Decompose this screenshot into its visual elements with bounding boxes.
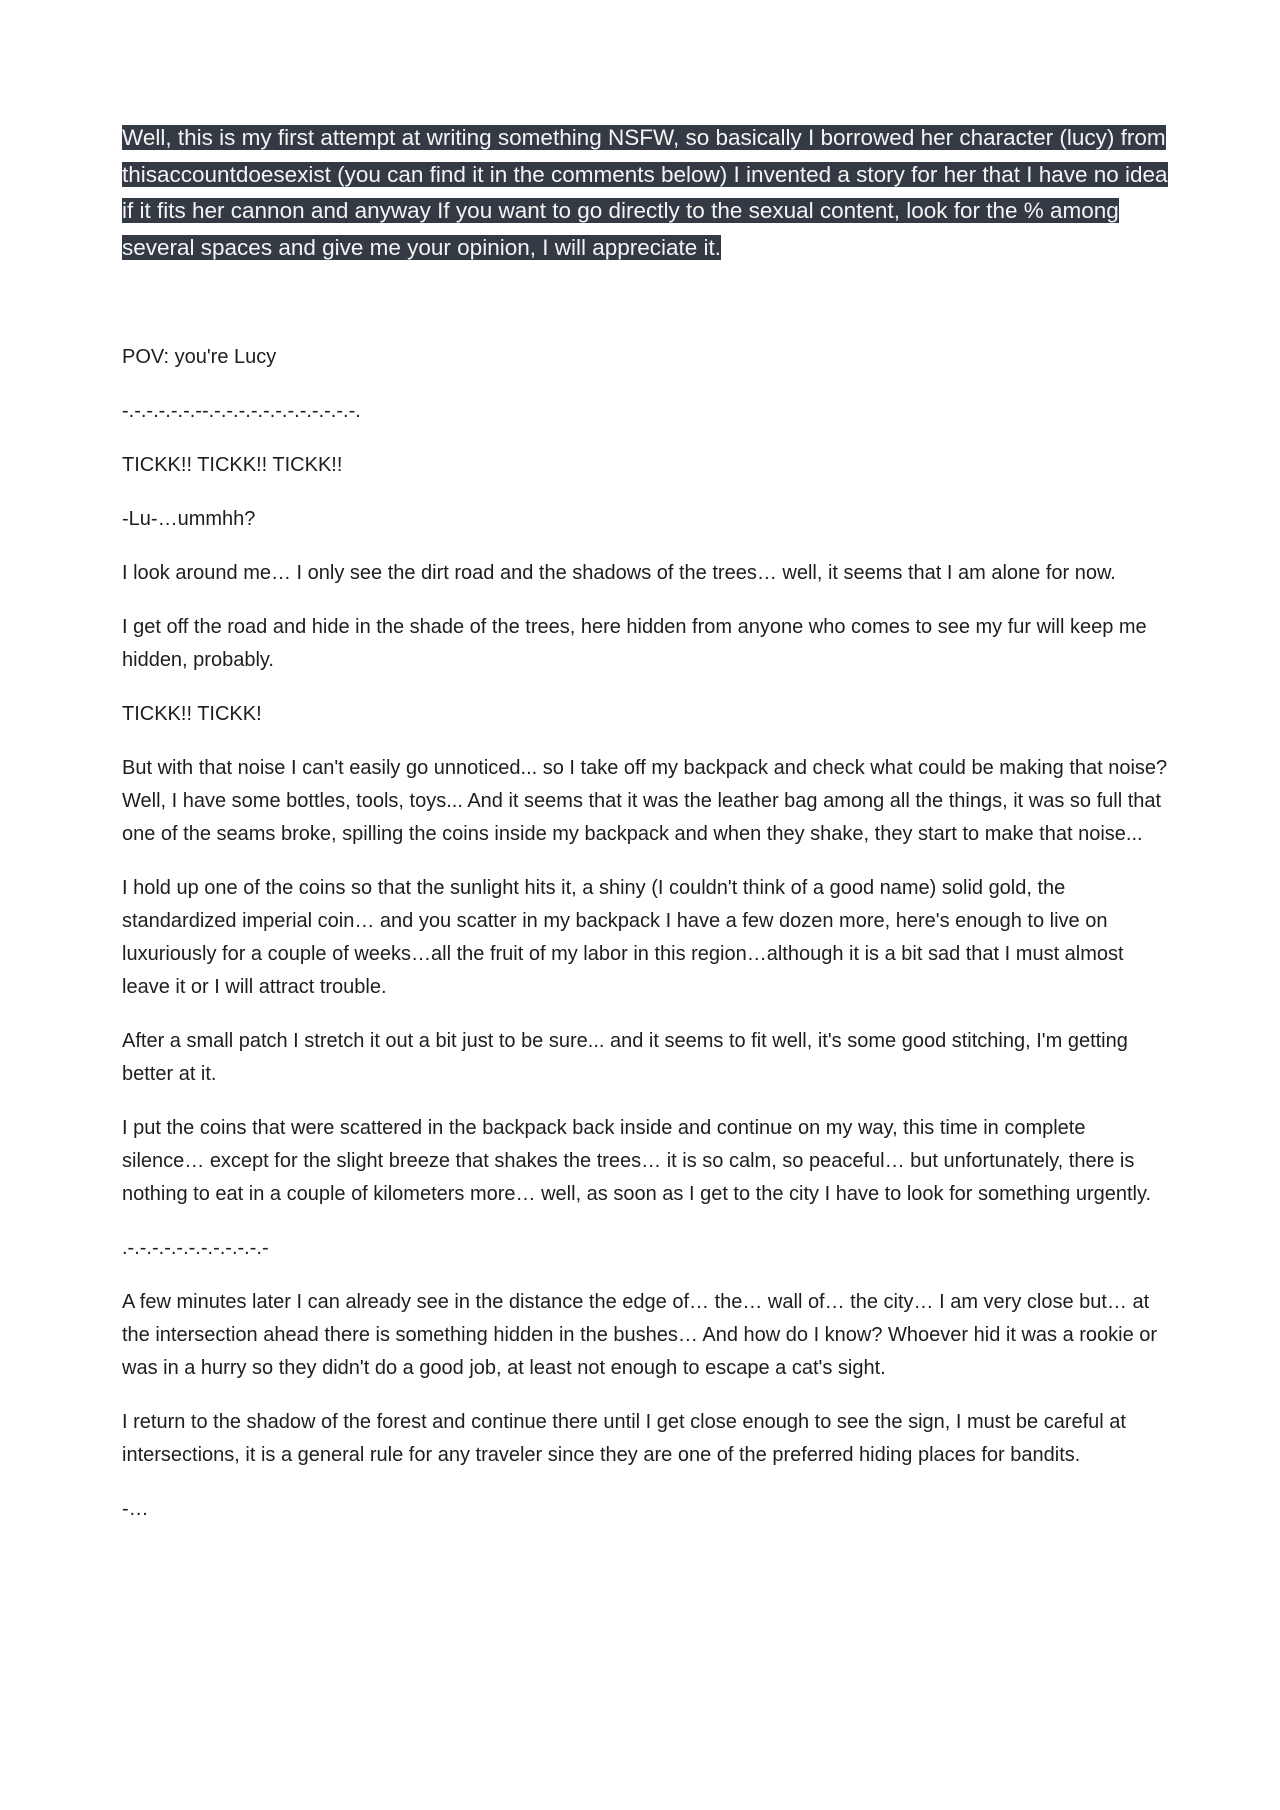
story-paragraph: I look around me… I only see the dirt road and the shadows of the trees… well, it seems that I am alone for now.: [122, 562, 1116, 584]
pov-line: POV: you're Lucy: [122, 346, 277, 368]
story-paragraph: But with that noise I can't easily go unnoticed... so I take off my backpack and check what could be making that noise? Well, I have some bottles, tools, toys... And it seems that it was the leather bag among all the things, it was so full that one of the seams broke, spilling the coins inside my backpack and when they shake, they start to make that noise...: [122, 757, 1168, 845]
story-body: [122, 341, 1172, 1526]
section-separator: .-.-.-.-.-.-.-.-.-.-.-.-: [122, 1237, 269, 1259]
story-paragraph: -…: [122, 1498, 149, 1520]
story-paragraph: After a small patch I stretch it out a bit just to be sure... and it seems to fit well, it's some good stitching, I'm getting better at it.: [122, 1030, 1128, 1085]
story-paragraph: TICKK!! TICKK!: [122, 703, 262, 725]
story-paragraph: I return to the shadow of the forest and continue there until I get close enough to see the sign, I must be careful at intersections, it is a general rule for any traveler since they are one of the preferred hiding places for bandits.: [122, 1411, 1126, 1466]
document-page: [122, 120, 1172, 1547]
story-paragraph: A few minutes later I can already see in the distance the edge of… the… wall of… the city… I am very close but… at the intersection ahead there is something hidden in the bushes… And how do I know? Whoever hid it was a rookie or was in a hurry so they didn't do a good job, at least not enough to escape a cat's sight.: [122, 1291, 1158, 1379]
intro-note: [122, 120, 1172, 266]
story-paragraph: TICKK!! TICKK!! TICKK!!: [122, 454, 343, 476]
story-paragraph: I put the coins that were scattered in the backpack back inside and continue on my way, this time in complete silence… except for the slight breeze that shakes the trees… it is so calm, so peaceful… but unfortunately, there is nothing to eat in a couple of kilometers more… well, as soon as I get to the city I have to look for something urgently.: [122, 1117, 1152, 1205]
story-paragraph: -Lu-…ummhh?: [122, 508, 256, 530]
story-paragraph: I get off the road and hide in the shade of the trees, here hidden from anyone who comes to see my fur will keep me hidden, probably.: [122, 616, 1147, 671]
highlighted-intro-text: Well, this is my first attempt at writing something NSFW, so basically I borrowed her character (lucy) from thisaccountdoesexist (you can find it in the comments below) I invented a story for her that I have no idea if it fits her cannon and anyway If you want to go directly to the sexual content, look for the % among several spaces and give me your opinion, I will appreciate it.: [122, 125, 1168, 260]
story-paragraph: I hold up one of the coins so that the sunlight hits it, a shiny (I couldn't think of a good name) solid gold, the standardized imperial coin… and you scatter in my backpack I have a few dozen more, here's enough to live on luxuriously for a couple of weeks…all the fruit of my labor in this region…although it is a bit sad that I must almost leave it or I will attract trouble.: [122, 877, 1124, 998]
section-separator: -.-.-.-.-.-.--.-.-.-.-.-.-.-.-.-.-.-.-.: [122, 400, 361, 422]
